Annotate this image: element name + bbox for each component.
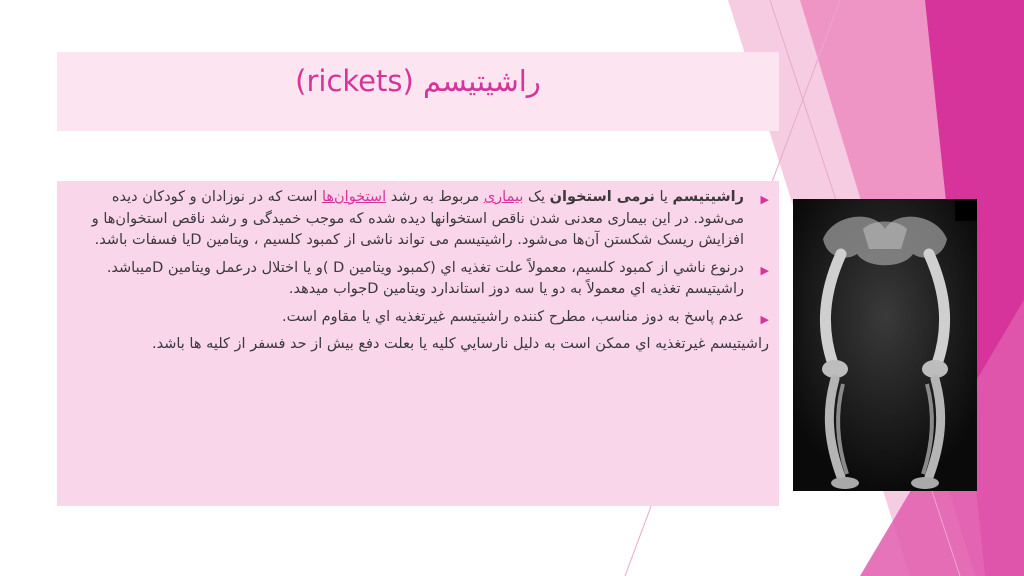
bullet-item-2 xyxy=(71,258,769,301)
xray-image xyxy=(793,199,977,491)
text-part: مربوط به رشد xyxy=(390,189,480,205)
bullet-text: درنوع ناشي از کمبود کلسيم، معمولاً علت تغذيه اي (کمبود ویتامین D )و یا اختلال درعمل ویتامین Dمیباشد. راشیتیسم تغذیه اي معمولاً به دو يا سه دوز استاندارد ویتامین Dجواب میدهد. xyxy=(106,259,744,297)
bullet-item-3 xyxy=(71,307,769,329)
bullet-item-1 xyxy=(71,187,769,252)
bullet-text: عدم پاسخ به دوز مناسب، مطرح کننده راشیتیسم غیرتغذیه اي یا مقاوم است. xyxy=(282,308,744,325)
content-text xyxy=(71,187,769,356)
term-rickets: راشیتیسم xyxy=(672,189,744,205)
content-box xyxy=(57,181,779,506)
text-part: یک xyxy=(528,189,546,205)
paragraph: راشیتیسم غیرتغذیه اي ممکن است به دلیل نارسايي کلیه یا بعلت دفع بیش از حد فسفر از کلیه ها باشد. xyxy=(151,336,769,352)
bullet-arrow-icon: ▶ xyxy=(760,312,769,326)
bullet-arrow-icon: ▶ xyxy=(760,193,769,206)
text-rest: است که در نوزادان و کودکان دیده می‌شود. در این بیماری معدنی شدن ناقص استخوانها دیده شده که موجب خمیدگی و رشد ناقص استخوان‌ها و افزایش ریسک شکستن آن‌ها می‌شود. راشیتیسم می تواند ناشی از کمبود کلسیم ، ویتامین Dیا فسفات باشد. xyxy=(91,189,744,248)
title-box xyxy=(57,52,779,131)
xray-legs-icon xyxy=(793,199,977,491)
bones-link[interactable]: استخوان‌ها xyxy=(321,189,387,205)
connector: یا xyxy=(659,189,668,205)
term-bone-softening: نرمی استخوان xyxy=(549,189,655,205)
bullet-arrow-icon: ▶ xyxy=(760,263,769,277)
slide-title: راشیتیسم (rickets) xyxy=(295,64,541,98)
disease-link[interactable]: بیماری xyxy=(483,189,524,205)
